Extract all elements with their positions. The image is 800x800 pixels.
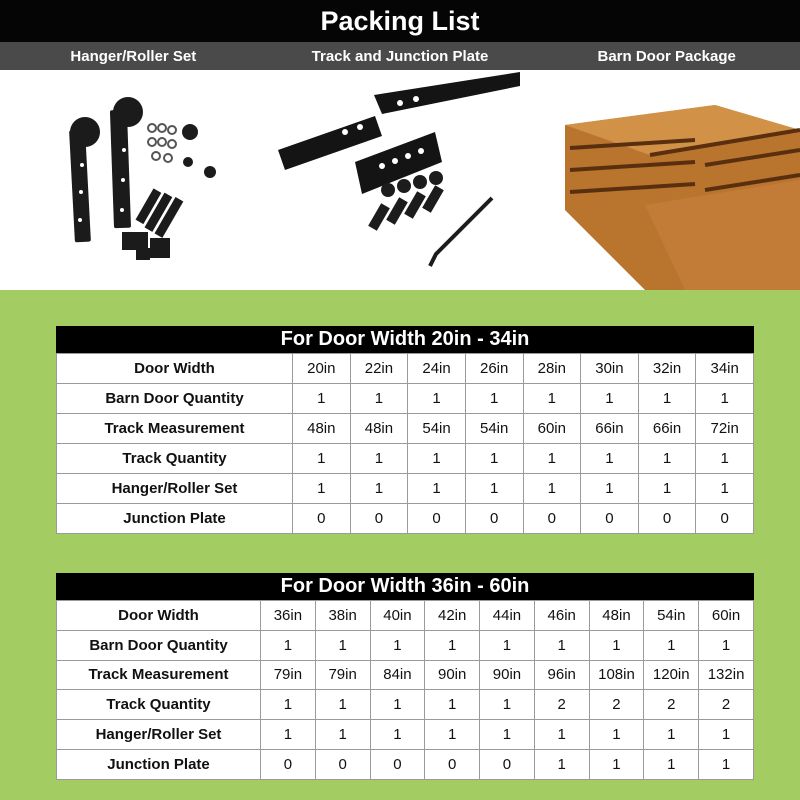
table-cell: 40in [370,601,425,631]
table-cell: 1 [350,384,408,414]
table-cell: 1 [465,444,523,474]
table-cell: 84in [370,660,425,690]
table-row-hanger-roller-set [57,474,754,504]
table-cell: 1 [638,384,696,414]
table-cell: 1 [699,630,754,660]
table-cell: 1 [699,749,754,779]
table-cell: 0 [523,504,581,534]
table-row-track-measurement [57,414,754,444]
table-title: For Door Width 20in - 34in [56,326,754,353]
table-cell: 1 [589,630,644,660]
table-cell: 90in [480,660,535,690]
row-label: Track Measurement [57,414,293,444]
table-cell: 1 [534,749,589,779]
table-cell: 48in [350,414,408,444]
row-label: Door Width [57,354,293,384]
table-cell: 96in [534,660,589,690]
table-cell: 120in [644,660,699,690]
table-cell: 1 [370,720,425,750]
table-cell: 0 [581,504,639,534]
table-row-track-quantity [57,690,754,720]
table-cell: 1 [480,720,535,750]
table-row-junction-plate [57,749,754,779]
row-label: Track Quantity [57,690,261,720]
table-row-track-measurement [57,660,754,690]
table-cell: 90in [425,660,480,690]
table-cell: 20in [293,354,351,384]
category-barn-door-package: Barn Door Package [597,47,736,65]
table-cell: 48in [589,601,644,631]
table-cell: 1 [465,384,523,414]
table-row-track-quantity [57,444,754,474]
table-cell: 0 [638,504,696,534]
table-cell: 48in [293,414,351,444]
table-cell: 1 [699,720,754,750]
table-cell: 54in [408,414,466,444]
table-cell: 60in [523,414,581,444]
table-cell: 79in [315,660,370,690]
table-cell: 1 [293,444,351,474]
row-label: Barn Door Quantity [57,630,261,660]
table-cell: 28in [523,354,581,384]
table-cell: 1 [696,384,754,414]
table-cell: 24in [408,354,466,384]
table-cell: 1 [589,720,644,750]
table-cell: 1 [581,384,639,414]
table-cell: 22in [350,354,408,384]
row-label: Track Quantity [57,444,293,474]
table-cell: 1 [425,630,480,660]
table-cell: 1 [425,720,480,750]
table-title: For Door Width 36in - 60in [56,573,754,600]
table-row-door-width [57,601,754,631]
category-track-junction-plate: Track and Junction Plate [311,47,489,65]
table-cell: 108in [589,660,644,690]
table-cell: 1 [534,720,589,750]
table-cell: 2 [534,690,589,720]
table-cell: 1 [408,384,466,414]
barn-door-package-image [565,70,800,290]
table-cell: 1 [370,690,425,720]
table-cell: 1 [408,444,466,474]
table-cell: 0 [261,749,316,779]
table-cell: 0 [370,749,425,779]
table-cell: 1 [696,474,754,504]
table-cell: 34in [696,354,754,384]
table-cell: 0 [465,504,523,534]
category-hanger-roller-set: Hanger/Roller Set [70,47,197,65]
table-cell: 66in [581,414,639,444]
table-cell: 0 [293,504,351,534]
table-cell: 1 [523,474,581,504]
table-cell: 1 [261,720,316,750]
table-row-hanger-roller-set [57,720,754,750]
table-cell: 1 [425,690,480,720]
table-cell: 1 [293,384,351,414]
table-cell: 1 [350,474,408,504]
table-cell: 1 [293,474,351,504]
table-cell: 32in [638,354,696,384]
row-label: Hanger/Roller Set [57,474,293,504]
table-cell: 2 [644,690,699,720]
table-cell: 1 [261,690,316,720]
table-cell: 1 [480,630,535,660]
table-cell: 1 [644,720,699,750]
track-junction-plate-image [270,70,530,290]
table-cell: 1 [408,474,466,504]
table-cell: 1 [480,690,535,720]
category-bar [0,42,800,70]
table-cell: 79in [261,660,316,690]
table-cell: 1 [465,474,523,504]
table-cell: 1 [638,474,696,504]
table-cell: 1 [370,630,425,660]
table-cell: 0 [315,749,370,779]
table-cell: 1 [315,630,370,660]
product-photos [0,70,800,290]
table-cell: 1 [696,444,754,474]
table-cell: 1 [534,630,589,660]
table-cell: 60in [699,601,754,631]
table-cell: 0 [425,749,480,779]
packing-table-36-60 [56,573,754,780]
table-cell: 54in [644,601,699,631]
table-cell: 2 [699,690,754,720]
table-cell: 1 [644,630,699,660]
row-label: Hanger/Roller Set [57,720,261,750]
table-cell: 1 [261,630,316,660]
table-cell: 44in [480,601,535,631]
table-cell: 42in [425,601,480,631]
table-cell: 36in [261,601,316,631]
table-cell: 132in [699,660,754,690]
table-cell: 54in [465,414,523,444]
table-row-barn-door-quantity [57,630,754,660]
table-cell: 2 [589,690,644,720]
table-cell: 1 [638,444,696,474]
table-cell: 26in [465,354,523,384]
table-cell: 1 [589,749,644,779]
table-cell: 0 [480,749,535,779]
table-cell: 1 [315,690,370,720]
packing-table-20-34 [56,326,754,534]
table-cell: 38in [315,601,370,631]
table-cell: 1 [523,384,581,414]
row-label: Barn Door Quantity [57,384,293,414]
table-cell: 1 [523,444,581,474]
row-label: Track Measurement [57,660,261,690]
page-title: Packing List [0,0,800,42]
table-cell: 66in [638,414,696,444]
hanger-roller-set-image [40,70,260,290]
table-row-barn-door-quantity [57,384,754,414]
table-cell: 0 [696,504,754,534]
table-cell: 72in [696,414,754,444]
row-label: Junction Plate [57,749,261,779]
table-cell: 1 [644,749,699,779]
table-cell: 1 [581,444,639,474]
table-row-junction-plate [57,504,754,534]
table-cell: 1 [315,720,370,750]
table-cell: 1 [350,444,408,474]
table-cell: 0 [350,504,408,534]
table-cell: 46in [534,601,589,631]
table-cell: 0 [408,504,466,534]
row-label: Junction Plate [57,504,293,534]
table-cell: 30in [581,354,639,384]
table-cell: 1 [581,474,639,504]
row-label: Door Width [57,601,261,631]
table-row-door-width [57,354,754,384]
